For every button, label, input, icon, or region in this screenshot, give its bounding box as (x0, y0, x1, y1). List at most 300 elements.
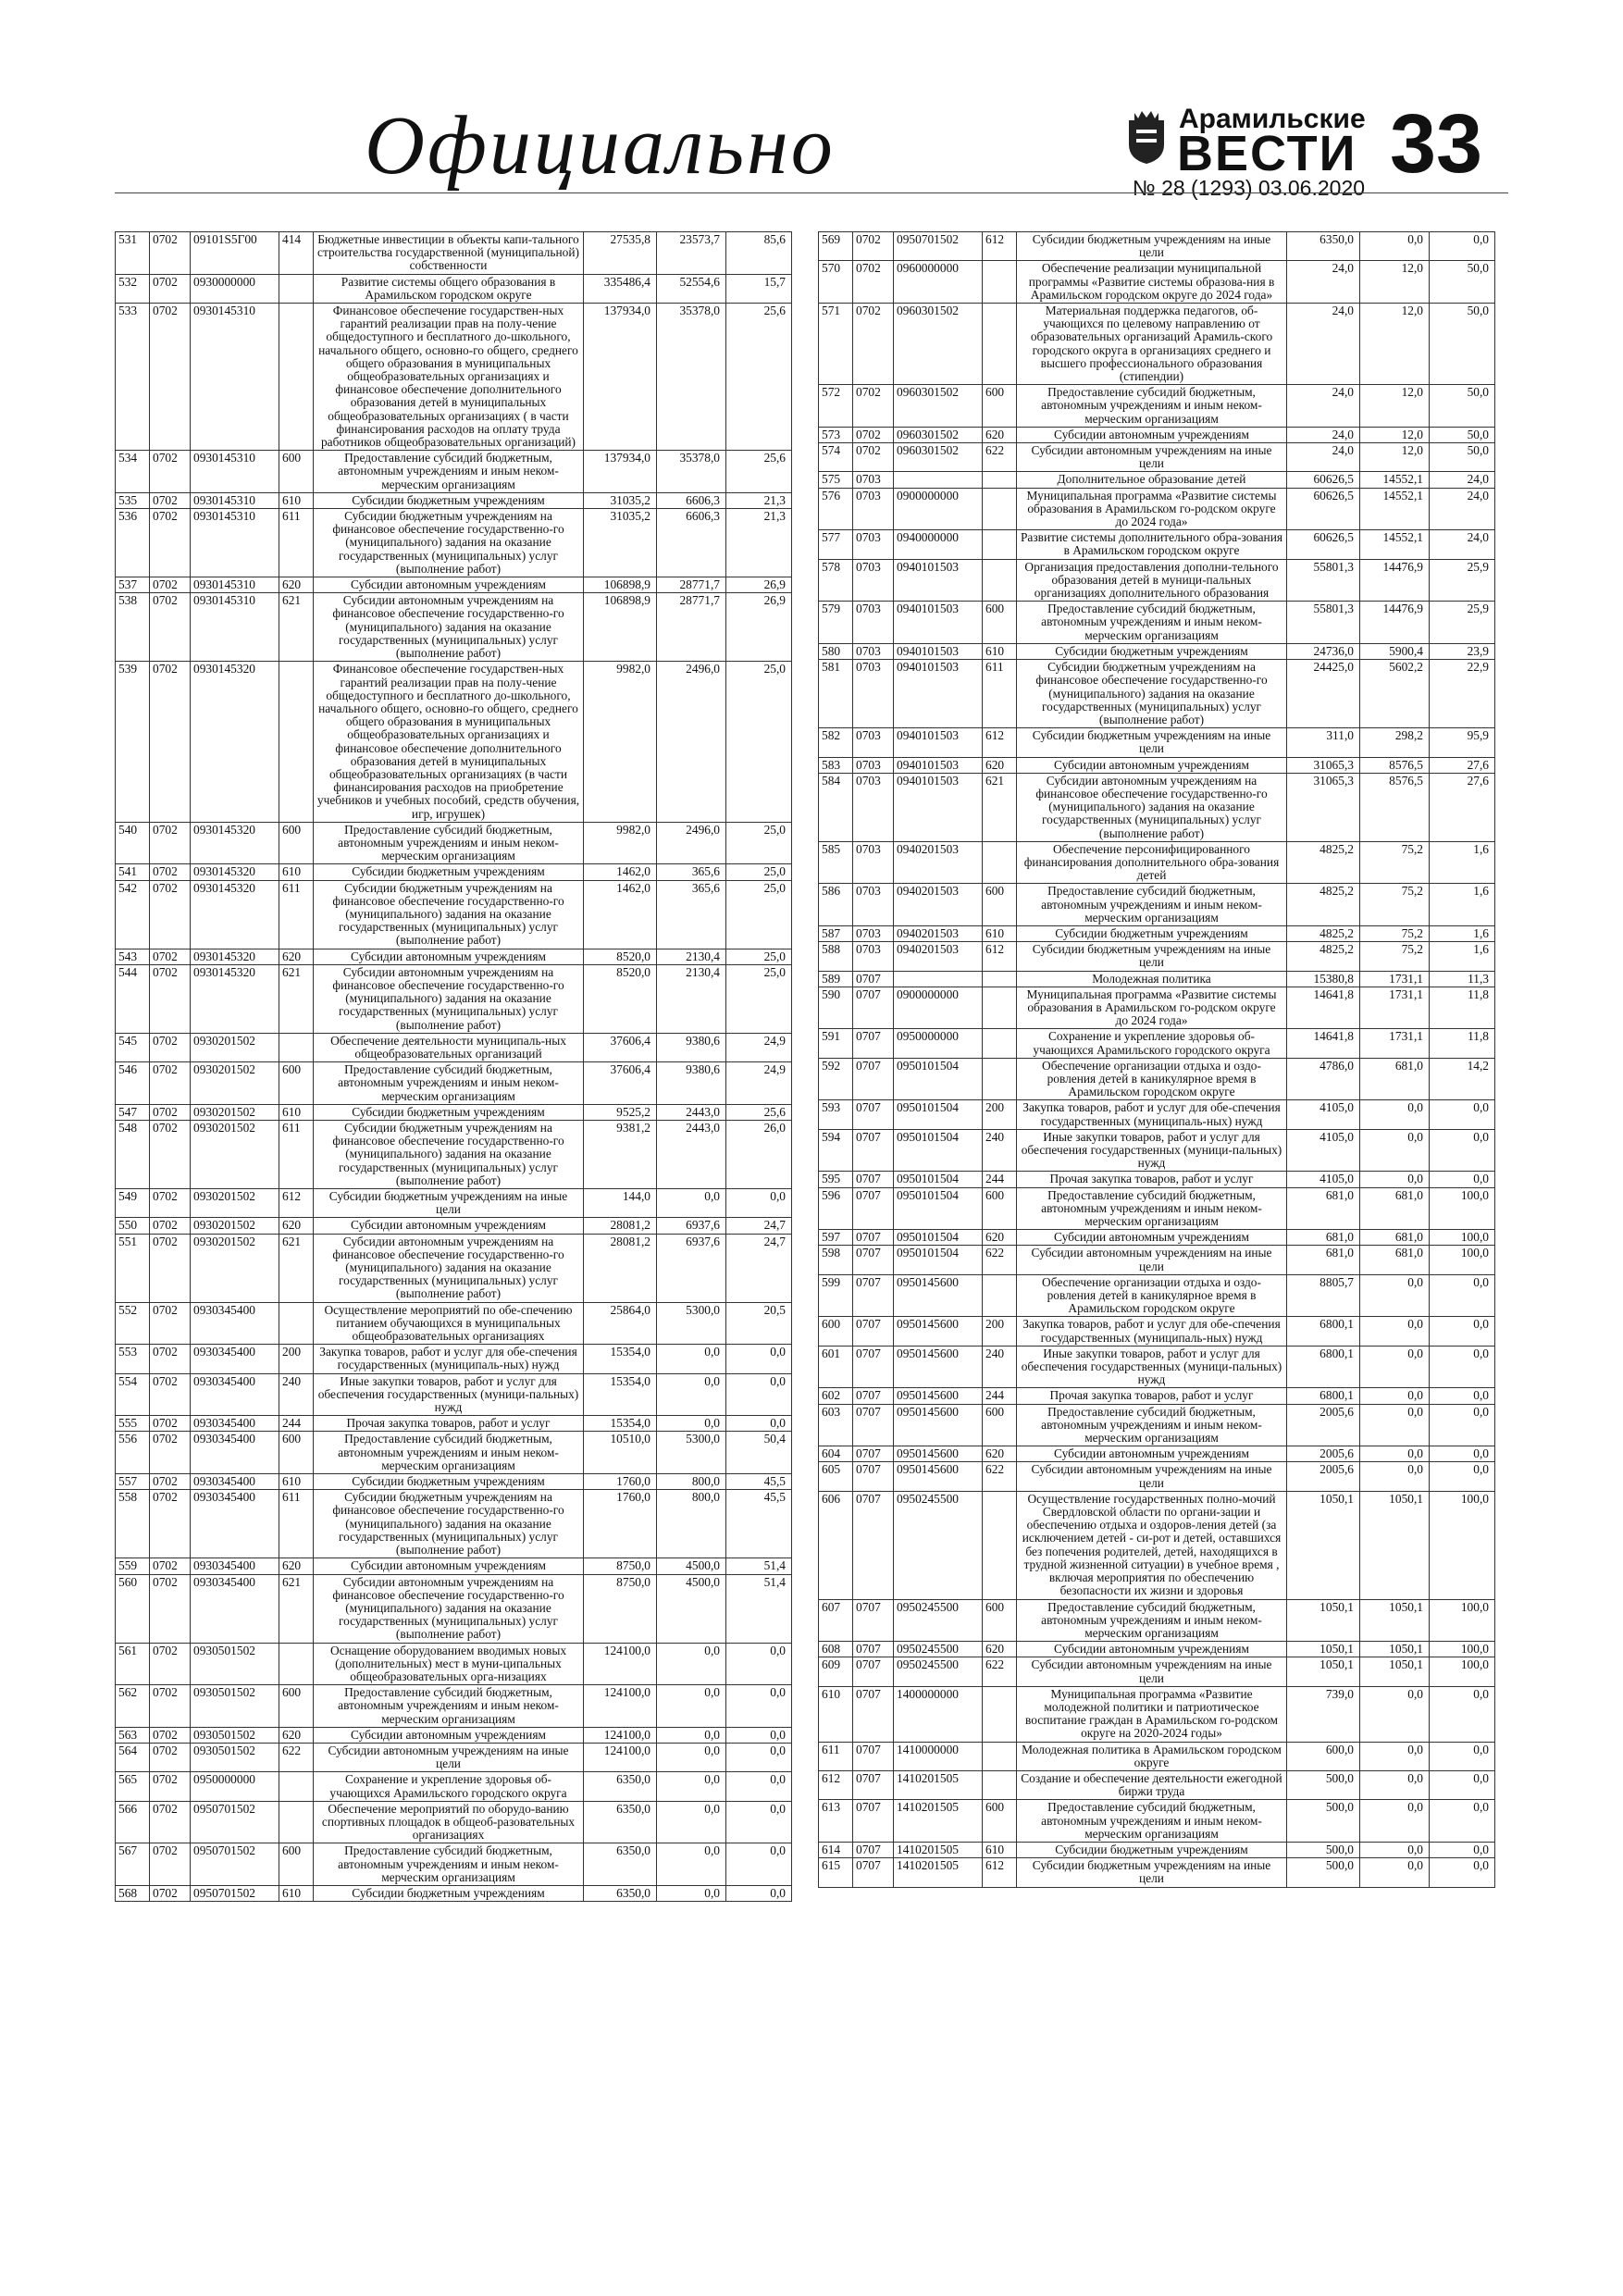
execution-percent: 0,0 (726, 1416, 792, 1432)
row-description: Субсидии бюджетным учреждениям (314, 864, 584, 880)
row-number: 580 (819, 643, 853, 659)
target-article-code: 1410000000 (894, 1742, 983, 1770)
planned-amount: 2005,6 (1287, 1446, 1360, 1462)
execution-percent: 25,9 (1430, 559, 1495, 602)
expense-type-code (983, 1770, 1017, 1799)
table-row (116, 577, 792, 593)
row-number: 612 (819, 1770, 853, 1799)
row-number: 596 (819, 1187, 853, 1230)
executed-amount: 1050,1 (1360, 1657, 1430, 1686)
planned-amount: 137934,0 (584, 451, 657, 493)
execution-percent: 85,6 (726, 232, 792, 275)
table-row (819, 1172, 1495, 1187)
execution-percent: 51,4 (726, 1574, 792, 1643)
section-code: 0702 (150, 509, 191, 577)
table-row (116, 1474, 792, 1490)
row-number: 581 (819, 660, 853, 728)
section-code: 0702 (150, 1121, 191, 1189)
row-description: Оснащение оборудованием вводимых новых (дополнительных) мест в муни-ципальных общеобразовательных орга-низациях (314, 1643, 584, 1685)
section-code: 0702 (150, 864, 191, 880)
row-number: 543 (116, 949, 150, 964)
row-description: Прочая закупка товаров, работ и услуг (1017, 1172, 1287, 1187)
row-description: Предоставление субсидий бюджетным, автономным учреждениям и иным неком-мерческим организациям (314, 1432, 584, 1474)
execution-percent: 0,0 (1430, 1404, 1495, 1446)
expense-type-code: 244 (983, 1172, 1017, 1187)
target-article-code: 0930345400 (191, 1574, 279, 1643)
row-number: 591 (819, 1029, 853, 1058)
execution-percent: 25,0 (726, 822, 792, 864)
executed-amount: 1731,1 (1360, 987, 1430, 1029)
row-number: 606 (819, 1491, 853, 1599)
row-number: 615 (819, 1858, 853, 1887)
executed-amount: 5602,2 (1360, 660, 1430, 728)
expense-type-code (983, 987, 1017, 1029)
table-row (819, 773, 1495, 841)
execution-percent: 0,0 (1430, 1770, 1495, 1799)
planned-amount: 6350,0 (584, 1885, 657, 1901)
execution-percent: 1,6 (1430, 942, 1495, 971)
execution-percent: 100,0 (1430, 1230, 1495, 1246)
expense-type-code: 611 (983, 660, 1017, 728)
executed-amount: 681,0 (1360, 1230, 1430, 1246)
executed-amount: 800,0 (657, 1474, 726, 1490)
section-code: 0702 (150, 1685, 191, 1728)
planned-amount: 681,0 (1287, 1230, 1360, 1246)
row-description: Предоставление субсидий бюджетным, автономным учреждениям и иным неком-мерческим организациям (1017, 1187, 1287, 1230)
planned-amount: 1462,0 (584, 880, 657, 949)
target-article-code: 0930145320 (191, 880, 279, 949)
expense-type-code: 612 (279, 1189, 314, 1218)
row-description: Обеспечение организации отдыха и оздо-ровления детей в каникулярное время в Арамильском городском округе (1017, 1274, 1287, 1317)
section-code: 0707 (853, 1599, 894, 1642)
target-article-code: 0950101504 (894, 1172, 983, 1187)
header-divider (115, 192, 1508, 193)
table-row (819, 488, 1495, 530)
executed-amount: 1731,1 (1360, 971, 1430, 987)
executed-amount: 681,0 (1360, 1187, 1430, 1230)
table-row (116, 1801, 792, 1843)
execution-percent: 50,0 (1430, 427, 1495, 442)
planned-amount: 4825,2 (1287, 925, 1360, 941)
planned-amount: 1050,1 (1287, 1491, 1360, 1599)
row-description: Дополнительное образование детей (1017, 472, 1287, 488)
row-description: Предоставление субсидий бюджетным, автономным учреждениям и иным неком-мерческим организациям (1017, 1800, 1287, 1843)
row-number: 573 (819, 427, 853, 442)
table-row (819, 1058, 1495, 1100)
row-description: Организация предоставления дополни-тельного образования детей в муници-пальных организациях дополнительного образования (1017, 559, 1287, 602)
expense-type-code (983, 1742, 1017, 1770)
planned-amount: 24,0 (1287, 261, 1360, 304)
row-number: 567 (116, 1843, 150, 1886)
executed-amount: 14476,9 (1360, 602, 1430, 644)
target-article-code: 0930201502 (191, 1234, 279, 1302)
executed-amount: 9380,6 (657, 1033, 726, 1061)
section-code: 0702 (150, 232, 191, 275)
target-article-code: 0930345400 (191, 1558, 279, 1574)
table-row (116, 1643, 792, 1685)
target-article-code: 0950101504 (894, 1230, 983, 1246)
section-code: 0703 (853, 773, 894, 841)
execution-percent: 25,0 (726, 964, 792, 1033)
section-code: 0702 (150, 1062, 191, 1105)
section-code: 0703 (853, 942, 894, 971)
section-code: 0707 (853, 1686, 894, 1742)
section-code: 0707 (853, 1770, 894, 1799)
planned-amount: 8520,0 (584, 949, 657, 964)
expense-type-code (279, 662, 314, 822)
row-description: Обеспечение мероприятий по оборудо-ванию спортивных площадок в общеоб-разовательных организациях (314, 1801, 584, 1843)
table-row (819, 385, 1495, 428)
planned-amount: 500,0 (1287, 1858, 1360, 1887)
section-code: 0702 (853, 427, 894, 442)
expense-type-code: 621 (279, 1234, 314, 1302)
table-row (819, 1404, 1495, 1446)
row-description: Субсидии бюджетным учреждениям на финансовое обеспечение государственно-го (муниципального) задания на оказание государственных (муниципальных) услуг (выполнение работ) (314, 1121, 584, 1189)
table-row (819, 1230, 1495, 1246)
section-code: 0702 (150, 822, 191, 864)
expense-type-code (983, 488, 1017, 530)
planned-amount: 2005,6 (1287, 1462, 1360, 1491)
section-code: 0702 (150, 662, 191, 822)
execution-percent: 0,0 (1430, 1172, 1495, 1187)
executed-amount: 800,0 (657, 1490, 726, 1558)
section-code: 0702 (150, 1189, 191, 1218)
expense-type-code: 240 (983, 1346, 1017, 1388)
target-article-code: 0950145600 (894, 1274, 983, 1317)
executed-amount: 0,0 (1360, 1446, 1430, 1462)
planned-amount: 31065,3 (1287, 757, 1360, 773)
row-number: 541 (116, 864, 150, 880)
section-code: 0702 (853, 385, 894, 428)
planned-amount: 6350,0 (584, 1843, 657, 1886)
executed-amount: 681,0 (1360, 1058, 1430, 1100)
target-article-code: 0930145310 (191, 577, 279, 593)
expense-type-code: 600 (279, 1685, 314, 1728)
row-description: Предоставление субсидий бюджетным, автономным учреждениям и иным неком-мерческим организациям (314, 822, 584, 864)
section-code: 0707 (853, 1230, 894, 1246)
planned-amount: 335486,4 (584, 274, 657, 303)
row-description: Предоставление субсидий бюджетным, автономным учреждениям и иным неком-мерческим организациям (314, 1843, 584, 1886)
table-row (819, 443, 1495, 472)
target-article-code: 0950000000 (191, 1772, 279, 1801)
row-description: Иные закупки товаров, работ и услуг для обеспечения государственных (муници-пальных) нужд (1017, 1129, 1287, 1172)
expense-type-code: 620 (279, 949, 314, 964)
row-description: Развитие системы общего образования в Арамильском городском округе (314, 274, 584, 303)
row-number: 566 (116, 1801, 150, 1843)
executed-amount: 2130,4 (657, 964, 726, 1033)
expense-type-code: 621 (983, 773, 1017, 841)
planned-amount: 60626,5 (1287, 472, 1360, 488)
row-description: Субсидии автономным учреждениям (1017, 427, 1287, 442)
section-code: 0702 (150, 1432, 191, 1474)
row-number: 592 (819, 1058, 853, 1100)
execution-percent: 0,0 (1430, 1388, 1495, 1404)
row-number: 551 (116, 1234, 150, 1302)
executed-amount: 2496,0 (657, 822, 726, 864)
target-article-code: 0960301502 (894, 427, 983, 442)
planned-amount: 681,0 (1287, 1187, 1360, 1230)
execution-percent: 50,0 (1430, 443, 1495, 472)
target-article-code: 0950701502 (191, 1885, 279, 1901)
planned-amount: 4105,0 (1287, 1100, 1360, 1129)
target-article-code: 0930501502 (191, 1685, 279, 1728)
row-description: Обеспечение реализации муниципальной программы «Развитие системы образова-ния в Арамильском городском округе до 2024 года» (1017, 261, 1287, 304)
planned-amount: 6800,1 (1287, 1317, 1360, 1346)
table-row (116, 1432, 792, 1474)
table-row (116, 492, 792, 508)
executed-amount: 0,0 (1360, 1404, 1430, 1446)
planned-amount: 8750,0 (584, 1574, 657, 1643)
section-code: 0702 (150, 1727, 191, 1743)
execution-percent: 24,7 (726, 1218, 792, 1234)
executed-amount: 75,2 (1360, 884, 1430, 926)
table-row (116, 1345, 792, 1373)
target-article-code: 0940201503 (894, 942, 983, 971)
target-article-code: 0950701502 (894, 232, 983, 261)
row-number: 575 (819, 472, 853, 488)
expense-type-code: 621 (279, 593, 314, 662)
row-number: 560 (116, 1574, 150, 1643)
execution-percent: 0,0 (1430, 1462, 1495, 1491)
section-code: 0703 (853, 488, 894, 530)
row-description: Муниципальная программа «Развитие молодежной политики и патриотическое воспитание граждан в Арамильском го-родском округе на 2020-2024 годы» (1017, 1686, 1287, 1742)
execution-percent: 100,0 (1430, 1642, 1495, 1657)
expense-type-code: 622 (983, 1462, 1017, 1491)
executed-amount: 0,0 (1360, 1346, 1430, 1388)
expense-type-code: 244 (279, 1416, 314, 1432)
planned-amount: 14641,8 (1287, 1029, 1360, 1058)
planned-amount: 6800,1 (1287, 1346, 1360, 1388)
target-article-code: 0930501502 (191, 1643, 279, 1685)
row-description: Субсидии бюджетным учреждениям на иные цели (1017, 728, 1287, 757)
execution-percent: 1,6 (1430, 925, 1495, 941)
table-row (116, 1218, 792, 1234)
row-number: 550 (116, 1218, 150, 1234)
execution-percent: 0,0 (726, 1685, 792, 1728)
planned-amount: 600,0 (1287, 1742, 1360, 1770)
planned-amount: 4105,0 (1287, 1129, 1360, 1172)
execution-percent: 45,5 (726, 1490, 792, 1558)
section-code: 0703 (853, 602, 894, 644)
target-article-code: 0940101503 (894, 660, 983, 728)
expense-type-code: 620 (983, 427, 1017, 442)
target-article-code: 0960000000 (894, 261, 983, 304)
executed-amount: 4500,0 (657, 1558, 726, 1574)
table-row (116, 864, 792, 880)
planned-amount: 28081,2 (584, 1234, 657, 1302)
row-description: Иные закупки товаров, работ и услуг для обеспечения государственных (муници-пальных) нужд (314, 1373, 584, 1416)
section-code: 0707 (853, 1346, 894, 1388)
section-code: 0702 (853, 304, 894, 385)
section-code: 0702 (150, 1643, 191, 1685)
section-code: 0703 (853, 884, 894, 926)
planned-amount: 31035,2 (584, 509, 657, 577)
execution-percent: 0,0 (1430, 1858, 1495, 1887)
execution-percent: 24,7 (726, 1234, 792, 1302)
execution-percent: 0,0 (1430, 1346, 1495, 1388)
row-description: Обеспечение организации отдыха и оздо-ровления детей в каникулярное время в Арамильском городском округе (1017, 1058, 1287, 1100)
row-description: Предоставление субсидий бюджетным, автономным учреждениям и иным неком-мерческим организациям (314, 1685, 584, 1728)
section-code: 0702 (150, 1843, 191, 1886)
target-article-code: 0950101504 (894, 1187, 983, 1230)
row-number: 599 (819, 1274, 853, 1317)
expense-type-code: 200 (983, 1100, 1017, 1129)
executed-amount: 681,0 (1360, 1246, 1430, 1274)
expense-type-code (279, 1801, 314, 1843)
table-row (819, 1100, 1495, 1129)
planned-amount: 15380,8 (1287, 971, 1360, 987)
right-column (818, 231, 1494, 1888)
executed-amount: 5900,4 (1360, 643, 1430, 659)
table-row (819, 1346, 1495, 1388)
expense-type-code: 610 (279, 1474, 314, 1490)
executed-amount: 0,0 (1360, 1742, 1430, 1770)
expense-type-code: 240 (983, 1129, 1017, 1172)
expense-type-code: 600 (279, 451, 314, 493)
table-row (116, 1685, 792, 1728)
planned-amount: 15354,0 (584, 1345, 657, 1373)
section-code: 0707 (853, 1388, 894, 1404)
row-number: 604 (819, 1446, 853, 1462)
planned-amount: 137934,0 (584, 304, 657, 451)
expense-type-code: 600 (279, 1062, 314, 1105)
row-number: 552 (116, 1302, 150, 1345)
executed-amount: 0,0 (657, 1801, 726, 1843)
section-code: 0707 (853, 1029, 894, 1058)
expense-type-code: 600 (983, 1404, 1017, 1446)
execution-percent: 25,0 (726, 949, 792, 964)
executed-amount: 12,0 (1360, 385, 1430, 428)
target-article-code: 0940201503 (894, 884, 983, 926)
executed-amount: 0,0 (1360, 1388, 1430, 1404)
planned-amount: 24736,0 (1287, 643, 1360, 659)
section-code: 0707 (853, 1842, 894, 1857)
planned-amount: 8520,0 (584, 964, 657, 1033)
row-number: 531 (116, 232, 150, 275)
expense-type-code: 240 (279, 1373, 314, 1416)
row-number: 571 (819, 304, 853, 385)
expense-type-code (983, 1491, 1017, 1599)
row-description: Субсидии автономным учреждениям на иные цели (1017, 1246, 1287, 1274)
expense-type-code (983, 304, 1017, 385)
execution-percent: 50,4 (726, 1432, 792, 1474)
left-column (115, 231, 791, 1902)
planned-amount: 6350,0 (584, 1801, 657, 1843)
executed-amount: 52554,6 (657, 274, 726, 303)
row-number: 568 (116, 1885, 150, 1901)
target-article-code: 0960301502 (894, 385, 983, 428)
row-number: 553 (116, 1345, 150, 1373)
table-row (116, 304, 792, 451)
target-article-code: 0950245500 (894, 1642, 983, 1657)
executed-amount: 2496,0 (657, 662, 726, 822)
executed-amount: 0,0 (1360, 1842, 1430, 1857)
execution-percent: 25,6 (726, 304, 792, 451)
section-code: 0703 (853, 925, 894, 941)
target-article-code: 0930145320 (191, 949, 279, 964)
target-article-code: 0930201502 (191, 1218, 279, 1234)
executed-amount: 6937,6 (657, 1218, 726, 1234)
section-code: 0707 (853, 1657, 894, 1686)
execution-percent: 11,8 (1430, 987, 1495, 1029)
expense-type-code: 610 (279, 864, 314, 880)
executed-amount: 6606,3 (657, 492, 726, 508)
table-row (116, 1189, 792, 1218)
row-description: Иные закупки товаров, работ и услуг для обеспечения государственных (муници-пальных) нужд (1017, 1346, 1287, 1388)
execution-percent: 14,2 (1430, 1058, 1495, 1100)
expense-type-code: 610 (279, 1104, 314, 1120)
row-number: 588 (819, 942, 853, 971)
executed-amount: 0,0 (657, 1643, 726, 1685)
executed-amount: 6937,6 (657, 1234, 726, 1302)
execution-percent: 0,0 (726, 1189, 792, 1218)
planned-amount: 24425,0 (1287, 660, 1360, 728)
budget-table-left (115, 231, 792, 1902)
table-row (819, 1462, 1495, 1491)
row-description: Субсидии бюджетным учреждениям (1017, 925, 1287, 941)
row-description: Субсидии автономным учреждениям на иные цели (314, 1743, 584, 1771)
planned-amount: 24,0 (1287, 443, 1360, 472)
planned-amount: 1760,0 (584, 1490, 657, 1558)
row-number: 558 (116, 1490, 150, 1558)
row-description: Субсидии автономным учреждениям (1017, 1446, 1287, 1462)
target-article-code: 1410201505 (894, 1800, 983, 1843)
execution-percent: 27,6 (1430, 773, 1495, 841)
table-row (116, 1302, 792, 1345)
table-row (819, 1642, 1495, 1657)
table-row (116, 1727, 792, 1743)
row-description: Субсидии автономным учреждениям на финансовое обеспечение государственно-го (муниципального) задания на оказание государственных (муниципальных) услуг (выполнение работ) (314, 964, 584, 1033)
section-code: 0702 (150, 577, 191, 593)
expense-type-code: 600 (279, 822, 314, 864)
row-number: 587 (819, 925, 853, 941)
section-code: 0702 (853, 261, 894, 304)
execution-percent: 11,8 (1430, 1029, 1495, 1058)
execution-percent: 0,0 (1430, 1274, 1495, 1317)
executed-amount: 0,0 (1360, 1172, 1430, 1187)
target-article-code: 0950145600 (894, 1317, 983, 1346)
expense-type-code: 600 (279, 1432, 314, 1474)
execution-percent: 0,0 (726, 1885, 792, 1901)
target-article-code: 0950701502 (191, 1843, 279, 1886)
expense-type-code: 620 (983, 1230, 1017, 1246)
section-code: 0702 (150, 1104, 191, 1120)
row-number: 572 (819, 385, 853, 428)
table-row (116, 1843, 792, 1886)
target-article-code: 1400000000 (894, 1686, 983, 1742)
table-row (116, 1885, 792, 1901)
row-number: 585 (819, 841, 853, 884)
section-code: 0707 (853, 1800, 894, 1843)
planned-amount: 9982,0 (584, 662, 657, 822)
table-row (819, 472, 1495, 488)
target-article-code: 0950245500 (894, 1657, 983, 1686)
planned-amount: 124100,0 (584, 1685, 657, 1728)
execution-percent: 0,0 (726, 1373, 792, 1416)
target-article-code: 0930000000 (191, 274, 279, 303)
section-code: 0702 (853, 232, 894, 261)
row-number: 605 (819, 1462, 853, 1491)
target-article-code: 0960301502 (894, 443, 983, 472)
executed-amount: 2130,4 (657, 949, 726, 964)
target-article-code: 0950101504 (894, 1100, 983, 1129)
section-code: 0702 (150, 1743, 191, 1771)
executed-amount: 23573,7 (657, 232, 726, 275)
row-number: 544 (116, 964, 150, 1033)
target-article-code: 0930145310 (191, 304, 279, 451)
row-number: 577 (819, 530, 853, 559)
target-article-code: 0930345400 (191, 1373, 279, 1416)
